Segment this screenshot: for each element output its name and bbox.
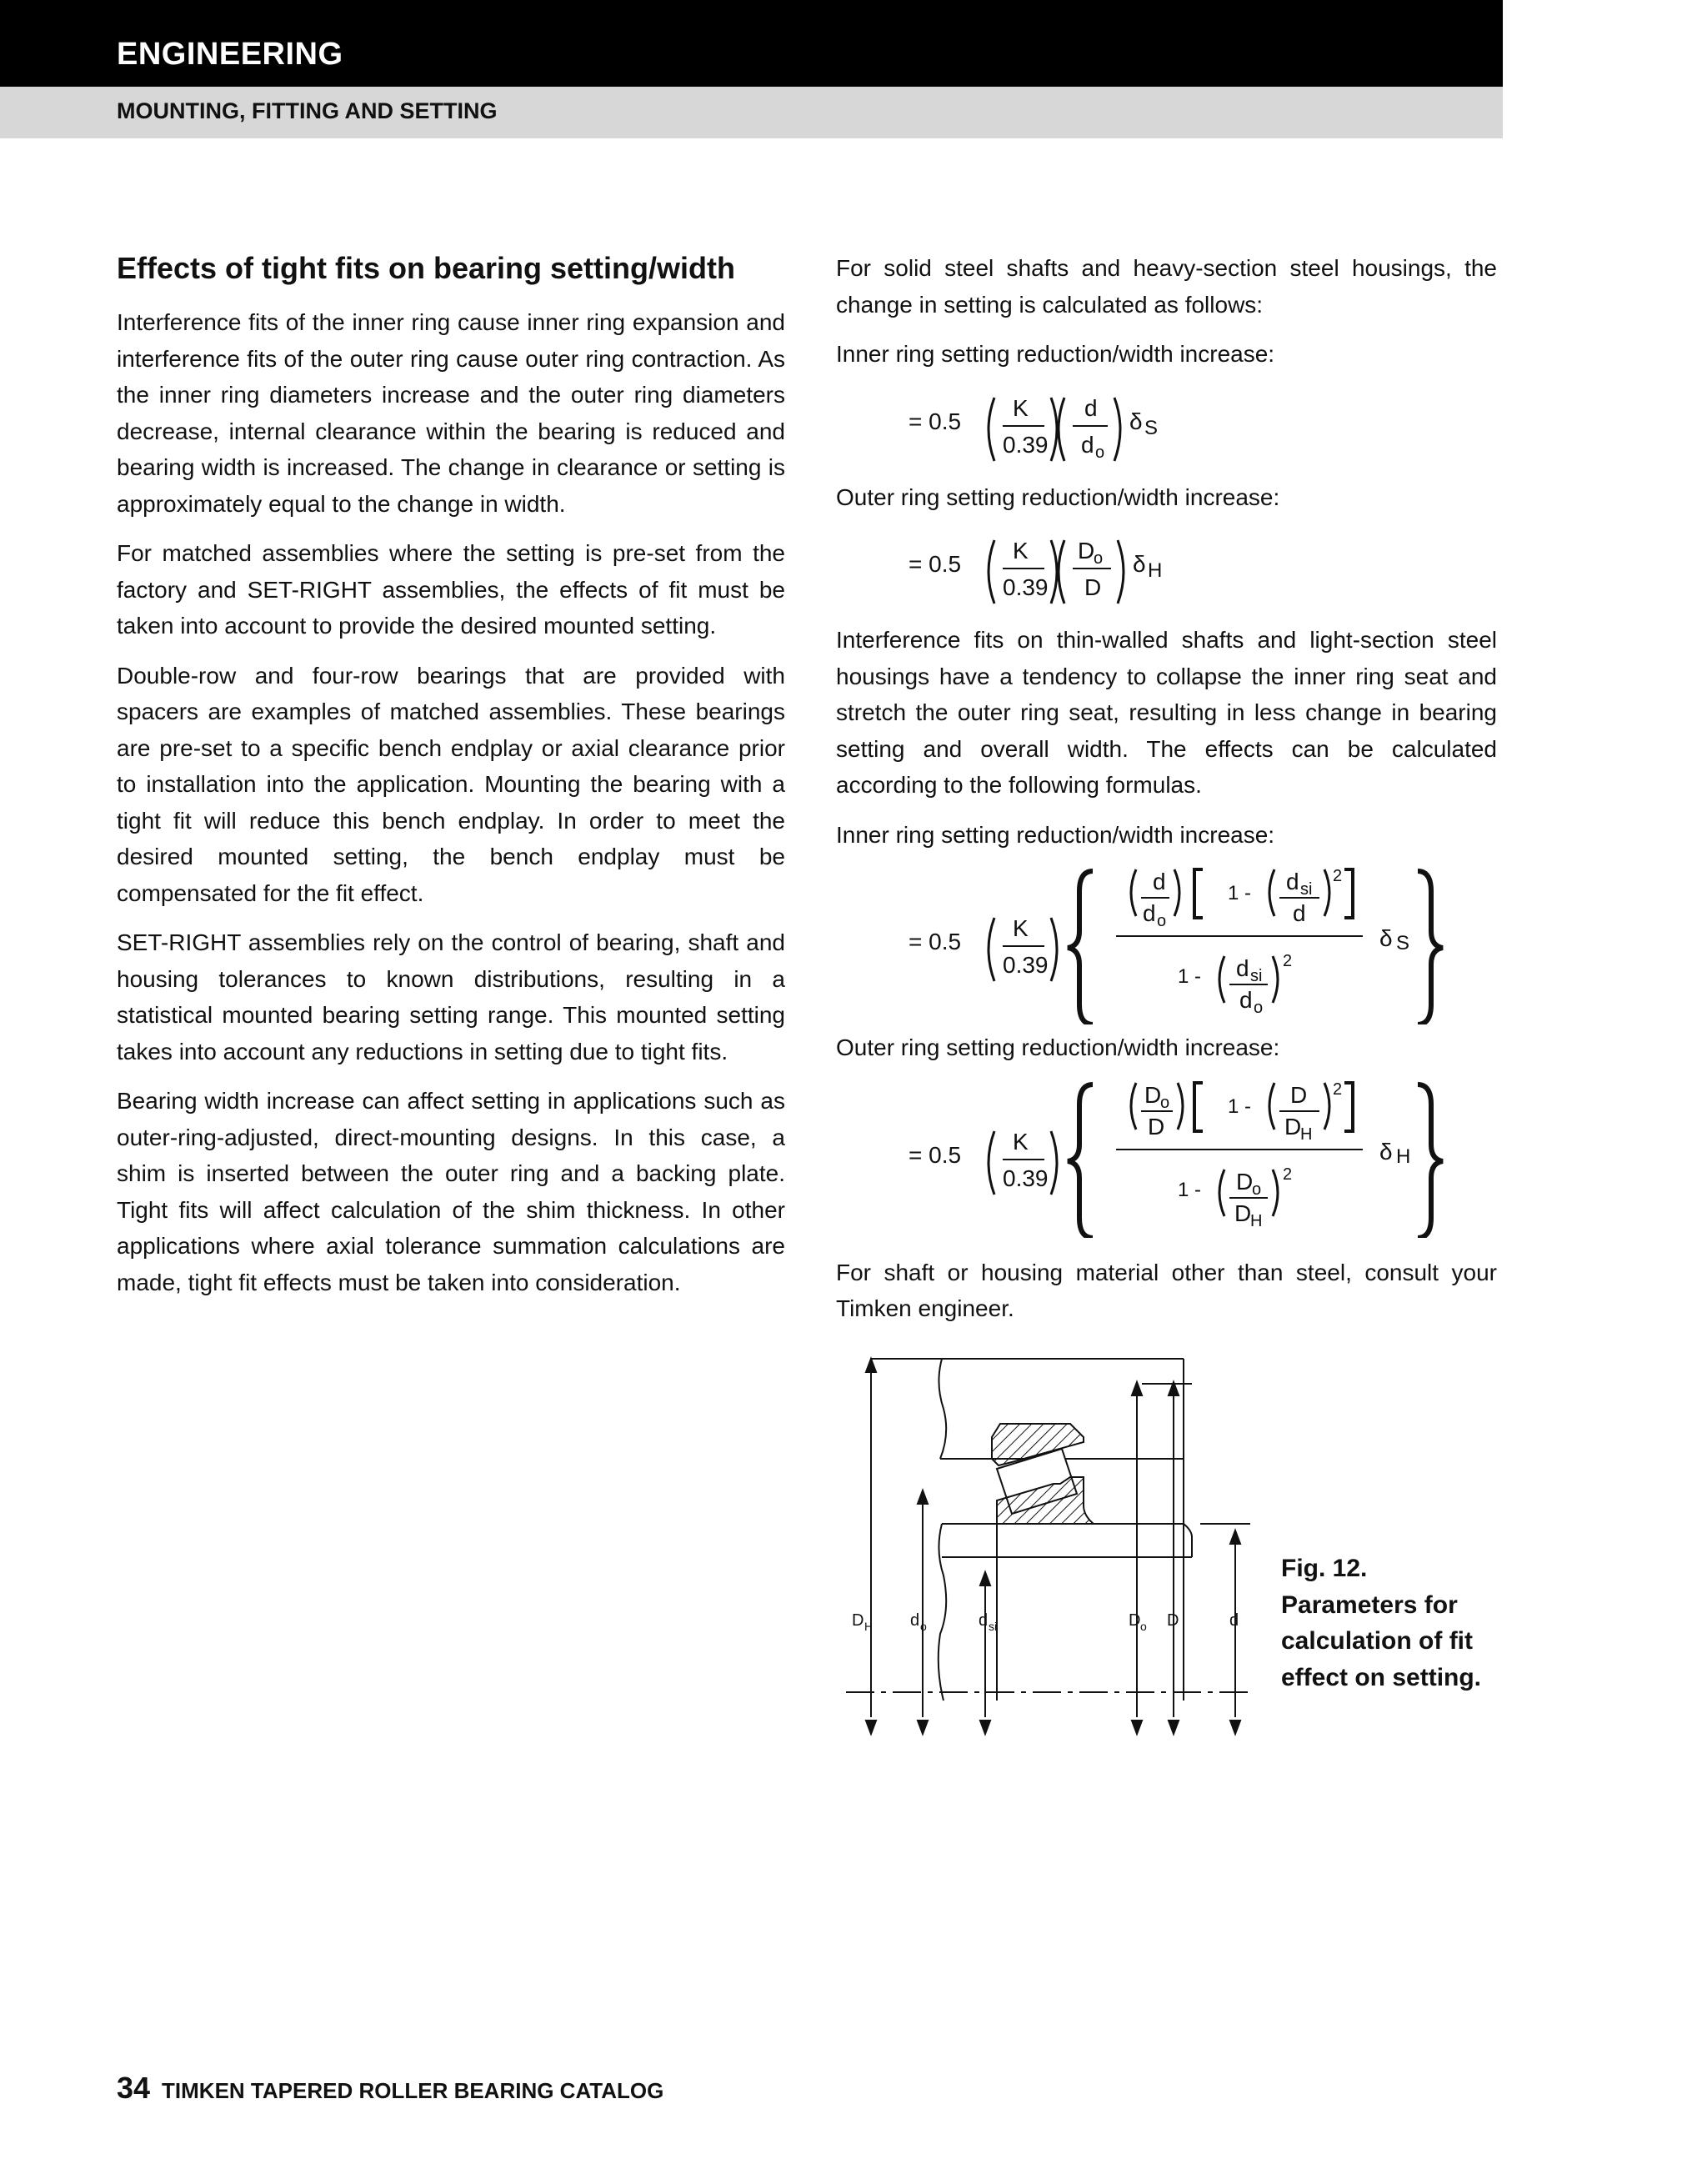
formula-label: Outer ring setting reduction/width increase: xyxy=(836,483,1280,510)
svg-text:D: D xyxy=(1144,1081,1162,1108)
formula-outer-thin xyxy=(836,1079,1497,1238)
formula-outer-solid xyxy=(836,528,1497,612)
formula-inner-solid xyxy=(836,386,1497,469)
section-title: ENGINEERING xyxy=(117,37,343,72)
svg-text:K: K xyxy=(1013,1128,1029,1155)
svg-text:= 0.5: = 0.5 xyxy=(909,929,962,954)
formula-label: Inner ring setting reduction/width increase: xyxy=(836,821,1275,848)
page-footer xyxy=(117,2071,663,2106)
label-dsi: d xyxy=(979,1611,989,1630)
label-D: D xyxy=(1167,1611,1179,1630)
label-Do: D xyxy=(1129,1611,1141,1630)
svg-text:S: S xyxy=(1396,932,1410,954)
left-column xyxy=(117,250,785,1314)
figure-caption: Fig. 12. Parameters for calculation of fit effect on setting. xyxy=(1281,1555,1482,1691)
formula-label: Outer ring setting reduction/width increase: xyxy=(836,1034,1280,1060)
svg-text:1 -: 1 - xyxy=(1178,1178,1202,1201)
paragraph: Interference fits of the inner ring cause inner ring expansion and interference fits of the outer ring cause outer ring contraction. As the inner ring diameters increase and the outer ring diameters decrease, internal clearance within the bearing is reduced and bearing width is increased. The change in clearance or setting is approximately equal to the change in width. xyxy=(117,309,785,517)
svg-text:o: o xyxy=(920,1620,927,1633)
equals-text: = 0.5 xyxy=(909,408,962,434)
svg-text:D: D xyxy=(1290,1081,1308,1108)
bearing-diagram xyxy=(833,1350,1267,1742)
right-column xyxy=(836,250,1497,1340)
paragraph: SET-RIGHT assemblies rely on the control of bearing, shaft and housing tolerances to known distributions, resulting in a statistical mounted bearing setting range. This mounted setting takes into account any reductions in setting due to tight fits. xyxy=(117,929,785,1064)
svg-text:K: K xyxy=(1013,915,1029,941)
svg-text:H: H xyxy=(1300,1125,1313,1144)
svg-text:si: si xyxy=(1250,967,1263,985)
svg-text:δ: δ xyxy=(1379,1138,1393,1165)
formula-inner-thin xyxy=(836,866,1497,1024)
svg-text:si: si xyxy=(989,1620,998,1633)
svg-text:K: K xyxy=(1013,538,1029,564)
subheader-band xyxy=(0,87,1503,138)
svg-text:2: 2 xyxy=(1283,1165,1293,1184)
svg-text:d: d xyxy=(1153,869,1166,894)
svg-text:o: o xyxy=(1160,1093,1170,1112)
coef-text: 0.39 xyxy=(1003,431,1049,458)
svg-text:d: d xyxy=(1236,955,1249,981)
svg-text:S: S xyxy=(1144,416,1159,439)
d-text: d xyxy=(1084,394,1098,421)
page-number: 34 xyxy=(117,2071,151,2105)
svg-text:D: D xyxy=(1084,574,1102,600)
svg-text:H: H xyxy=(1148,559,1163,582)
svg-text:0.39: 0.39 xyxy=(1003,952,1049,978)
svg-text:1 -: 1 - xyxy=(1178,965,1202,988)
svg-text:si: si xyxy=(1300,880,1313,899)
K-text: K xyxy=(1013,394,1029,421)
svg-text:o: o xyxy=(1140,1620,1147,1633)
svg-text:o: o xyxy=(1252,1180,1262,1199)
paragraph: For shaft or housing material other than steel, consult your Timken engineer. xyxy=(836,1259,1497,1321)
svg-text:o: o xyxy=(1157,912,1167,930)
catalog-title: TIMKEN TAPERED ROLLER BEARING CATALOG xyxy=(162,2078,664,2103)
svg-text:2: 2 xyxy=(1333,867,1343,885)
paragraph: Bearing width increase can affect setting in applications such as outer-ring-adjusted, direct-mounting designs. In this case, a shim is inserted between the outer ring and a backing plate. Tight fits will affect calculation of the shim thickness. In other applications where axial tolerance summation calculations are made, tight fit effects must be taken into consideration. xyxy=(117,1088,785,1295)
svg-text:0.39: 0.39 xyxy=(1003,574,1049,600)
svg-text:= 0.5: = 0.5 xyxy=(909,551,962,577)
svg-text:δ: δ xyxy=(1133,551,1146,577)
svg-text:δ: δ xyxy=(1129,408,1143,434)
subsection-title: MOUNTING, FITTING AND SETTING xyxy=(117,98,498,123)
paragraph: For matched assemblies where the setting is pre-set from the factory and SET-RIGHT assemblies, the effects of fit must be taken into account to provide the desired mounted setting. xyxy=(117,540,785,639)
svg-text:= 0.5: = 0.5 xyxy=(909,1141,962,1168)
svg-text:H: H xyxy=(1396,1145,1411,1168)
svg-text:δ: δ xyxy=(1379,925,1393,951)
svg-text:1 -: 1 - xyxy=(1228,882,1252,904)
svg-text:2: 2 xyxy=(1333,1079,1343,1099)
paragraph: Double-row and four-row bearings that are provided with spacers are examples of matched assemblies. These bearings are pre-set to a specific bench endplay or axial clearance prior to installation into the application. Mounting the bearing with a tight fit will reduce this bench endplay. In order to meet the desired mounted setting, the bench endplay must be compensated for the fit effect. xyxy=(117,662,785,906)
svg-text:D: D xyxy=(1284,1113,1302,1140)
svg-text:1 -: 1 - xyxy=(1228,1095,1252,1118)
svg-text:o: o xyxy=(1254,999,1264,1017)
svg-text:0.39: 0.39 xyxy=(1003,1165,1049,1191)
label-do: d xyxy=(910,1611,920,1630)
label-d: d xyxy=(1229,1611,1239,1630)
section-heading: Effects of tight fits on bearing setting/width xyxy=(117,251,735,285)
svg-text:D: D xyxy=(1148,1113,1165,1140)
paragraph: Interference fits on thin-walled shafts and light-section steel housings have a tendency to collapse the inner ring seat and stretch the outer ring seat, resulting in less change in bearing setting and overall width. The effects can be calculated according to the following formulas. xyxy=(836,627,1497,798)
svg-text:d: d xyxy=(1239,987,1253,1013)
svg-text:o: o xyxy=(1095,443,1105,462)
svg-text:H: H xyxy=(864,1620,874,1633)
svg-text:2: 2 xyxy=(1283,952,1293,970)
formula-label: Inner ring setting reduction/width increase: xyxy=(836,341,1275,367)
paragraph: For solid steel shafts and heavy-section steel housings, the change in setting is calculated as follows: xyxy=(836,255,1497,318)
svg-text:d: d xyxy=(1286,869,1299,894)
svg-text:d: d xyxy=(1143,900,1156,926)
header-band xyxy=(0,0,1503,87)
svg-text:d: d xyxy=(1293,900,1306,926)
label-DH: D xyxy=(852,1611,864,1630)
svg-text:D: D xyxy=(1234,1200,1252,1226)
svg-text:D: D xyxy=(1236,1168,1254,1195)
svg-text:o: o xyxy=(1094,549,1104,568)
svg-text:H: H xyxy=(1250,1211,1263,1230)
svg-text:d: d xyxy=(1081,431,1094,458)
svg-text:D: D xyxy=(1078,538,1095,564)
